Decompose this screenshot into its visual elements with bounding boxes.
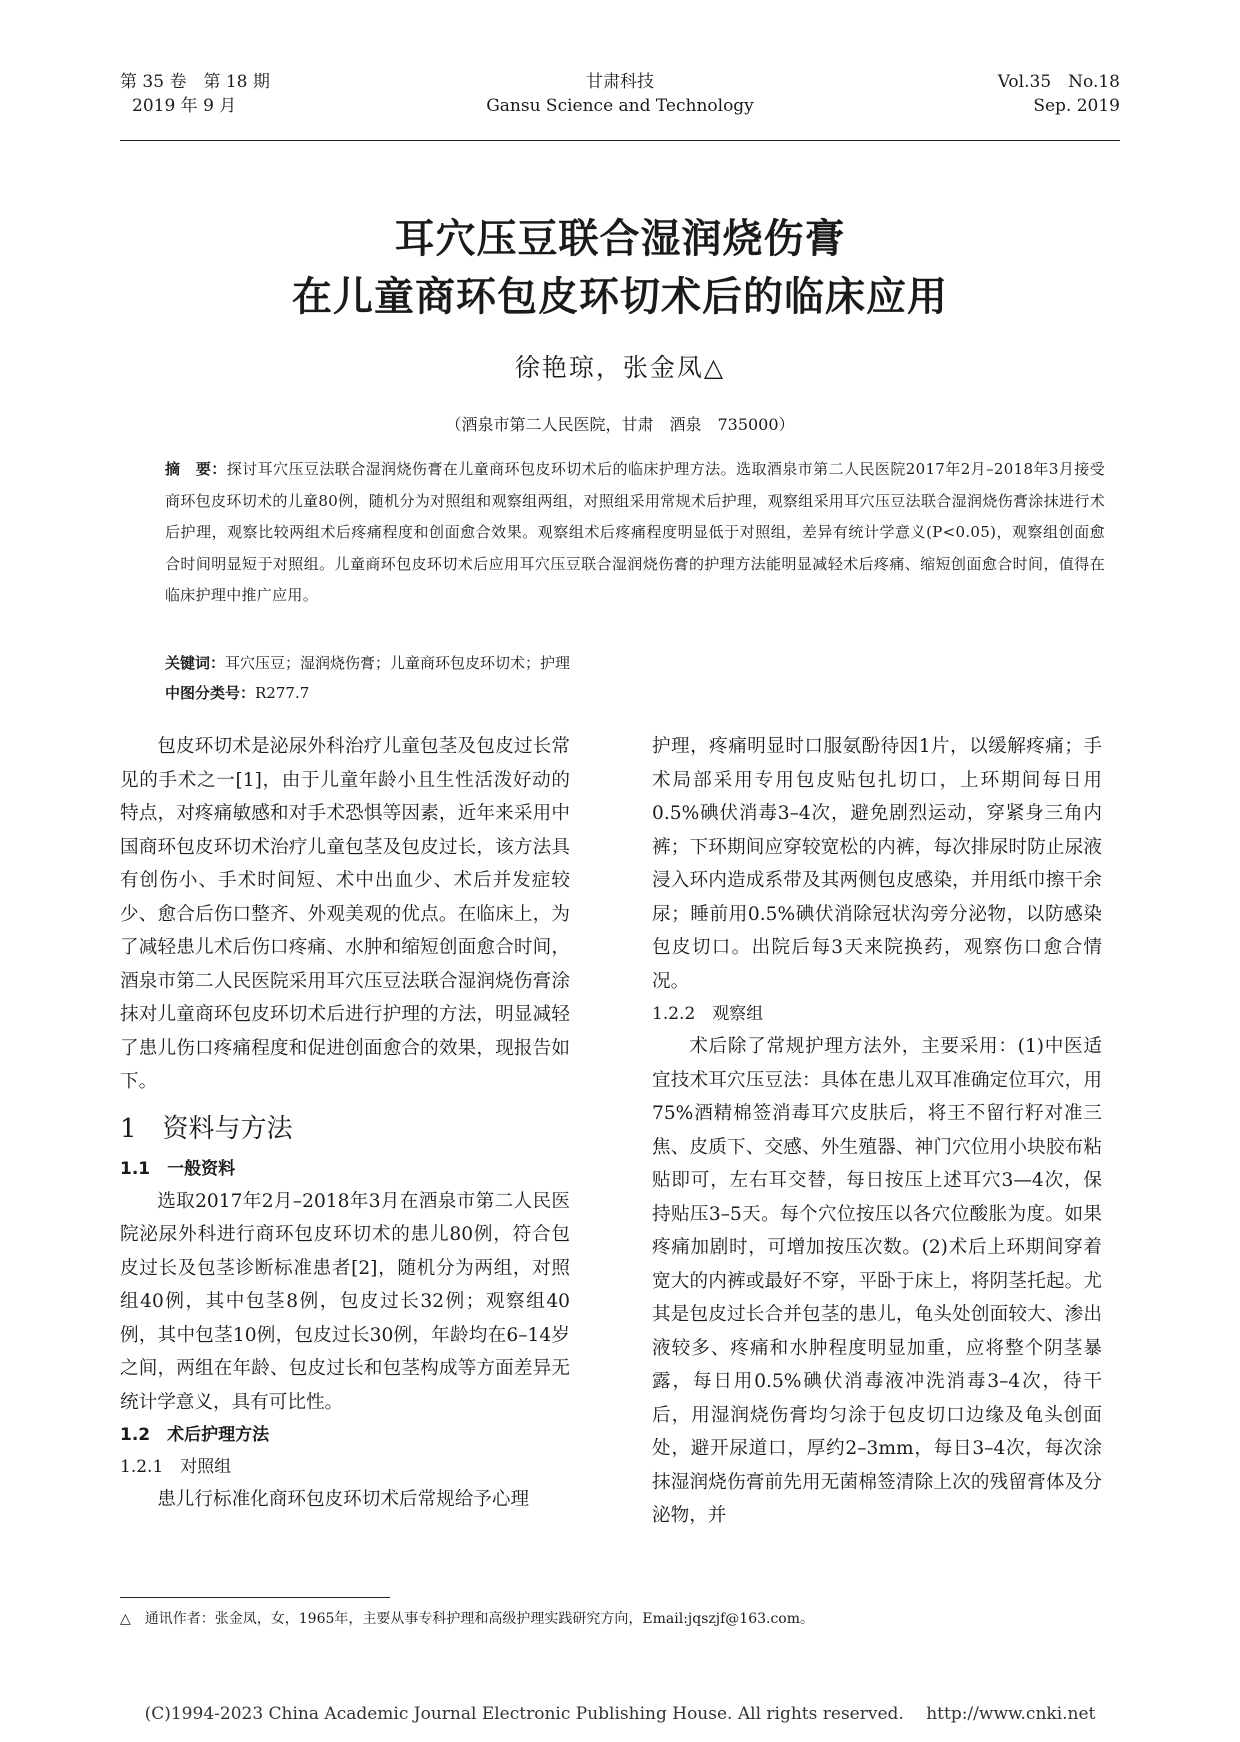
- classification-label: 中图分类号：: [165, 684, 256, 702]
- section-1-2-1-heading: 1.2.1 对照组: [120, 1457, 232, 1477]
- section-1-1-heading: 1.1 一般资料: [120, 1158, 236, 1179]
- section-1-2-2-paragraph: 术后除了常规护理方法外，主要采用：(1)中医适宜技术耳穴压豆法：具体在患儿双耳准确定位耳穴，用75%酒精棉签消毒耳穴皮肤后，将王不留行籽对准三焦、皮质下、交感、外生殖器、神门穴位用小块胶布粘贴即可，左右耳交替，每日按压上述耳穴3—4次，保持贴压3–5天。每个穴位按压以各穴位酸胀为度。如果疼痛加剧时，可增加按压次数。(2)术后上环期间穿着宽大的内裤或最好不穿，平卧于床上，将阴茎托起。尤其是包皮过长合并包茎的患儿，龟头处创面较大、渗出液较多、疼痛和水肿程度明显加重，应将整个阴茎暴露，每日用0.5%碘伏消毒液冲洗消毒3–4次，待干后，用湿润烧伤膏均匀涂于包皮切口边缘及龟头创面处，避开尿道口，厚约2–3mm，每日3–4次，每次涂抹湿润烧伤膏前先用无菌棉签清除上次的残留膏体及分泌物，并: [652, 1036, 1102, 1526]
- journal-name-en: Gansu Science and Technology: [486, 96, 754, 116]
- section-1-2-heading: 1.2 术后护理方法: [120, 1425, 270, 1445]
- affiliation: （酒泉市第二人民医院，甘肃 酒泉 735000）: [445, 415, 795, 434]
- intro-paragraph: 包皮环切术是泌尿外科治疗儿童包茎及包皮过长常见的手术之一[1]，由于儿童年龄小且生性活泼好动的特点，对疼痛敏感和对手术恐惧等因素，近年来采用中国商环包皮环切术治疗儿童包茎及包皮过长，该方法具有创伤小、手术时间短、术中出血少、术后并发症较少、愈合后伤口整齐、外观美观的优点。在临床上，为了减轻患儿术后伤口疼痛、水肿和缩短创面愈合时间，酒泉市第二人民医院采用耳穴压豆法联合湿润烧伤膏涂抹对儿童商环包皮环切术后进行护理的方法，明显减轻了患儿伤口疼痛程度和促进创面愈合的效果，现报告如下。: [120, 736, 570, 1092]
- footnote-rule: [120, 1597, 390, 1598]
- header-rule: [120, 140, 1120, 141]
- footnote: △ 通讯作者：张金凤，女，1965年，主要从事专科护理和高级护理实践研究方向，Email:jqszjf@163.com。: [120, 1611, 815, 1627]
- abstract-text: 探讨耳穴压豆法联合湿润烧伤膏在儿童商环包皮环切术后的临床护理方法。选取酒泉市第二人民医院2017年2月–2018年3月接受商环包皮环切术的儿童80例，随机分为对照组和观察组两组，对照组采用常规术后护理，观察组采用耳穴压豆法联合湿润烧伤膏涂抹进行术后护理，观察比较两组术后疼痛程度和创面愈合效果。观察组术后疼痛程度明显低于对照组，差异有统计学意义(P<0.05)，观察组创面愈合时间明显短于对照组。儿童商环包皮环切术后应用耳穴压豆联合湿润烧伤膏的护理方法能明显减轻术后疼痛、缩短创面愈合时间，值得在临床护理中推广应用。: [165, 460, 1105, 604]
- classification: [165, 678, 1105, 708]
- volume-issue-en: Vol.35 No.18: [997, 72, 1120, 92]
- section-1-2-2-heading: 1.2.2 观察组: [652, 1004, 764, 1024]
- copyright-footer: (C)1994-2023 China Academic Journal Electronic Publishing House. All rights reserved. http://www.cnki.net: [144, 1704, 1096, 1724]
- keywords-text: 耳穴压豆；湿润烧伤膏；儿童商环包皮环切术；护理: [225, 654, 571, 672]
- abstract-label: 摘 要：: [165, 460, 227, 478]
- body-left-column: [120, 730, 570, 1517]
- date-en: Sep. 2019: [1033, 96, 1120, 116]
- journal-name-cn: 甘肃科技: [586, 72, 654, 92]
- header-right: [998, 70, 1120, 118]
- section-1-1-paragraph: 选取2017年2月–2018年3月在酒泉市第二人民医院泌尿外科进行商环包皮环切术的患儿80例，符合包皮过长及包茎诊断标准患者[2]，随机分为两组，对照组40例，其中包茎8例，包皮过长32例；观察组40例，其中包茎10例，包皮过长30例，年龄均在6–14岁之间，两组在年龄、包皮过长和包茎构成等方面差异无统计学意义，具有可比性。: [120, 1190, 570, 1413]
- title-line-2: 在儿童商环包皮环切术后的临床应用: [292, 274, 948, 320]
- keywords: [165, 648, 1105, 678]
- section-1-2-1-paragraph: 患儿行标准化商环包皮环切术后常规给予心理: [157, 1489, 530, 1510]
- article-title: [0, 210, 1240, 326]
- body-right-column: [652, 730, 1102, 1533]
- abstract: [165, 454, 1105, 612]
- volume-issue-cn: 第 35 卷 第 18 期: [120, 72, 270, 92]
- date-cn: 2019 年 9 月: [132, 96, 237, 116]
- title-line-1: 耳穴压豆联合湿润烧伤膏: [394, 216, 846, 262]
- continued-paragraph: 护理，疼痛明显时口服氨酚待因1片，以缓解疼痛；手术局部采用专用包皮贴包扎切口，上环期间每日用0.5%碘伏消毒3–4次，避免剧烈运动，穿紧身三角内裤；下环期间应穿较宽松的内裤，每次排尿时防止尿液浸入环内造成系带及其两侧包皮感染，并用纸巾擦干余尿；睡前用0.5%碘伏消除冠状沟旁分泌物，以防感染包皮切口。出院后每3天来院换药，观察伤口愈合情况。: [652, 736, 1102, 992]
- keywords-label: 关键词：: [165, 654, 226, 672]
- authors: 徐艳琼，张金凤△: [514, 353, 726, 382]
- section-1-heading: 1 资料与方法: [120, 1113, 293, 1144]
- classification-text: R277.7: [255, 684, 310, 702]
